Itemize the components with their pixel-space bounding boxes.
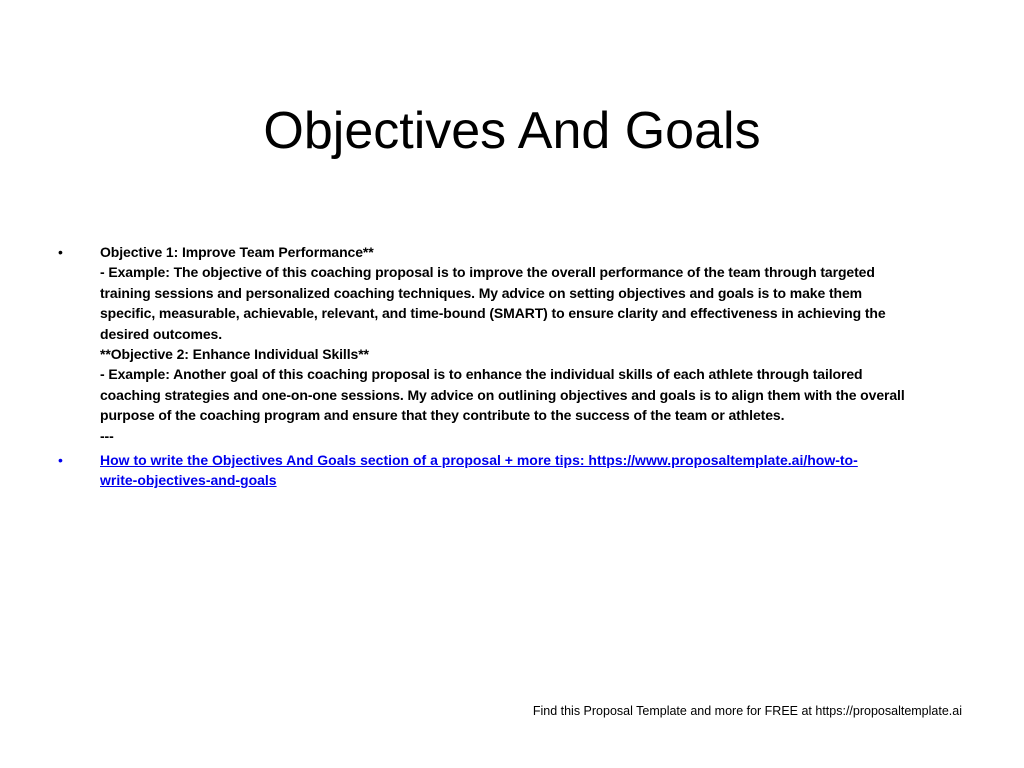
link-line[interactable]: write-objectives-and-goals <box>100 472 277 489</box>
bullet-icon: • <box>58 452 63 469</box>
text-line: --- <box>100 427 114 444</box>
text-line: - Example: The objective of this coaching proposal is to improve the overall performance of the team through targeted <box>100 264 875 281</box>
text-line: purpose of the coaching program and ensure that they contribute to the success of the team or athletes. <box>100 407 785 424</box>
objectives-text <box>100 242 905 446</box>
text-line: **Objective 2: Enhance Individual Skills** <box>100 346 369 363</box>
text-line: training sessions and personalized coaching techniques. My advice on setting objectives and goals is to make them <box>100 284 863 301</box>
text-line: - Example: Another goal of this coaching proposal is to enhance the individual skills of each athlete through tailored <box>100 366 863 383</box>
footer-note: Find this Proposal Template and more for FREE at https://proposaltemplate.ai <box>532 704 962 718</box>
text-line: desired outcomes. <box>100 325 223 342</box>
slide-title: Objectives And Goals <box>263 101 761 160</box>
text-line: coaching strategies and one-on-one sessions. My advice on outlining objectives and goals is to align them with the overall <box>100 386 905 403</box>
link-line[interactable]: How to write the Objectives And Goals section of a proposal + more tips: https://www.proposaltemplate.ai/how-to- <box>100 452 858 469</box>
proposal-tips-link[interactable] <box>100 450 858 491</box>
content-body <box>58 242 968 491</box>
bullet-item-objectives <box>58 242 968 446</box>
bullet-item-link <box>58 450 968 491</box>
text-line: specific, measurable, achievable, relevant, and time-bound (SMART) to ensure clarity and effectiveness in achieving the <box>100 305 886 322</box>
bullet-icon: • <box>58 244 63 260</box>
text-line: Objective 1: Improve Team Performance** <box>100 244 374 260</box>
